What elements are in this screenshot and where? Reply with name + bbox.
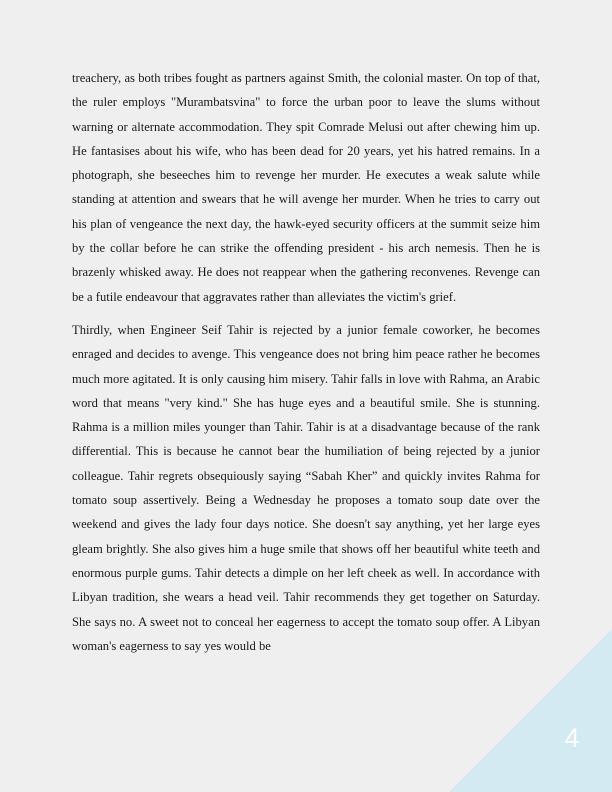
page-content <box>72 66 540 667</box>
page-number: 4 <box>564 723 580 753</box>
corner-decoration <box>449 629 612 792</box>
paragraph-1: treachery, as both tribes fought as partners against Smith, the colonial master. On top of that, the ruler employs "Murambatsvina" to force the urban poor to leave the slums without warning or alternate accommodation. They spit Comrade Melusi out after chewing him up. He fantasises about his wife, who has been dead for 20 years, yet his hatred remains. In a photograph, she beseeches him to revenge her murder. He executes a weak salute while standing at attention and swears that he will avenge her murder. When he tries to carry out his plan of vengeance the next day, the hawk-eyed security officers at the summit seize him by the collar before he can strike the offending president - his arch nemesis. Then he is brazenly whisked away. He does not reappear when the gathering reconvenes. Revenge can be a futile endeavour that aggravates rather than alleviates the victim's grief. <box>72 71 540 304</box>
paragraph-2: Thirdly, when Engineer Seif Tahir is rejected by a junior female coworker, he becomes enraged and decides to avenge. This vengeance does not bring him peace rather he becomes much more agitated. It is only causing him misery. Tahir falls in love with Rahma, an Arabic word that means "very kind." She has huge eyes and a beautiful smile. She is stunning. Rahma is a million miles younger than Tahir. Tahir is at a disadvantage because of the rank differential. This is because he cannot bear the humiliation of being rejected by a junior colleague. Tahir regrets obsequiously saying “Sabah Kher” and quickly invites Rahma for tomato soup assertively. Being a Wednesday he proposes a tomato soup date over the weekend and gives the lady four days notice. She doesn't say anything, yet her large eyes gleam brightly. She also gives him a huge smile that shows off her beautiful white teeth and enormous purple gums. Tahir detects a dimple on her left cheek as well. In accordance with Libyan tradition, she wears a head veil. Tahir recommends they get together on Saturday. She says no. A sweet not to conceal her eagerness to accept the tomato soup offer. A Libyan woman's eagerness to say yes would be <box>72 322 540 653</box>
